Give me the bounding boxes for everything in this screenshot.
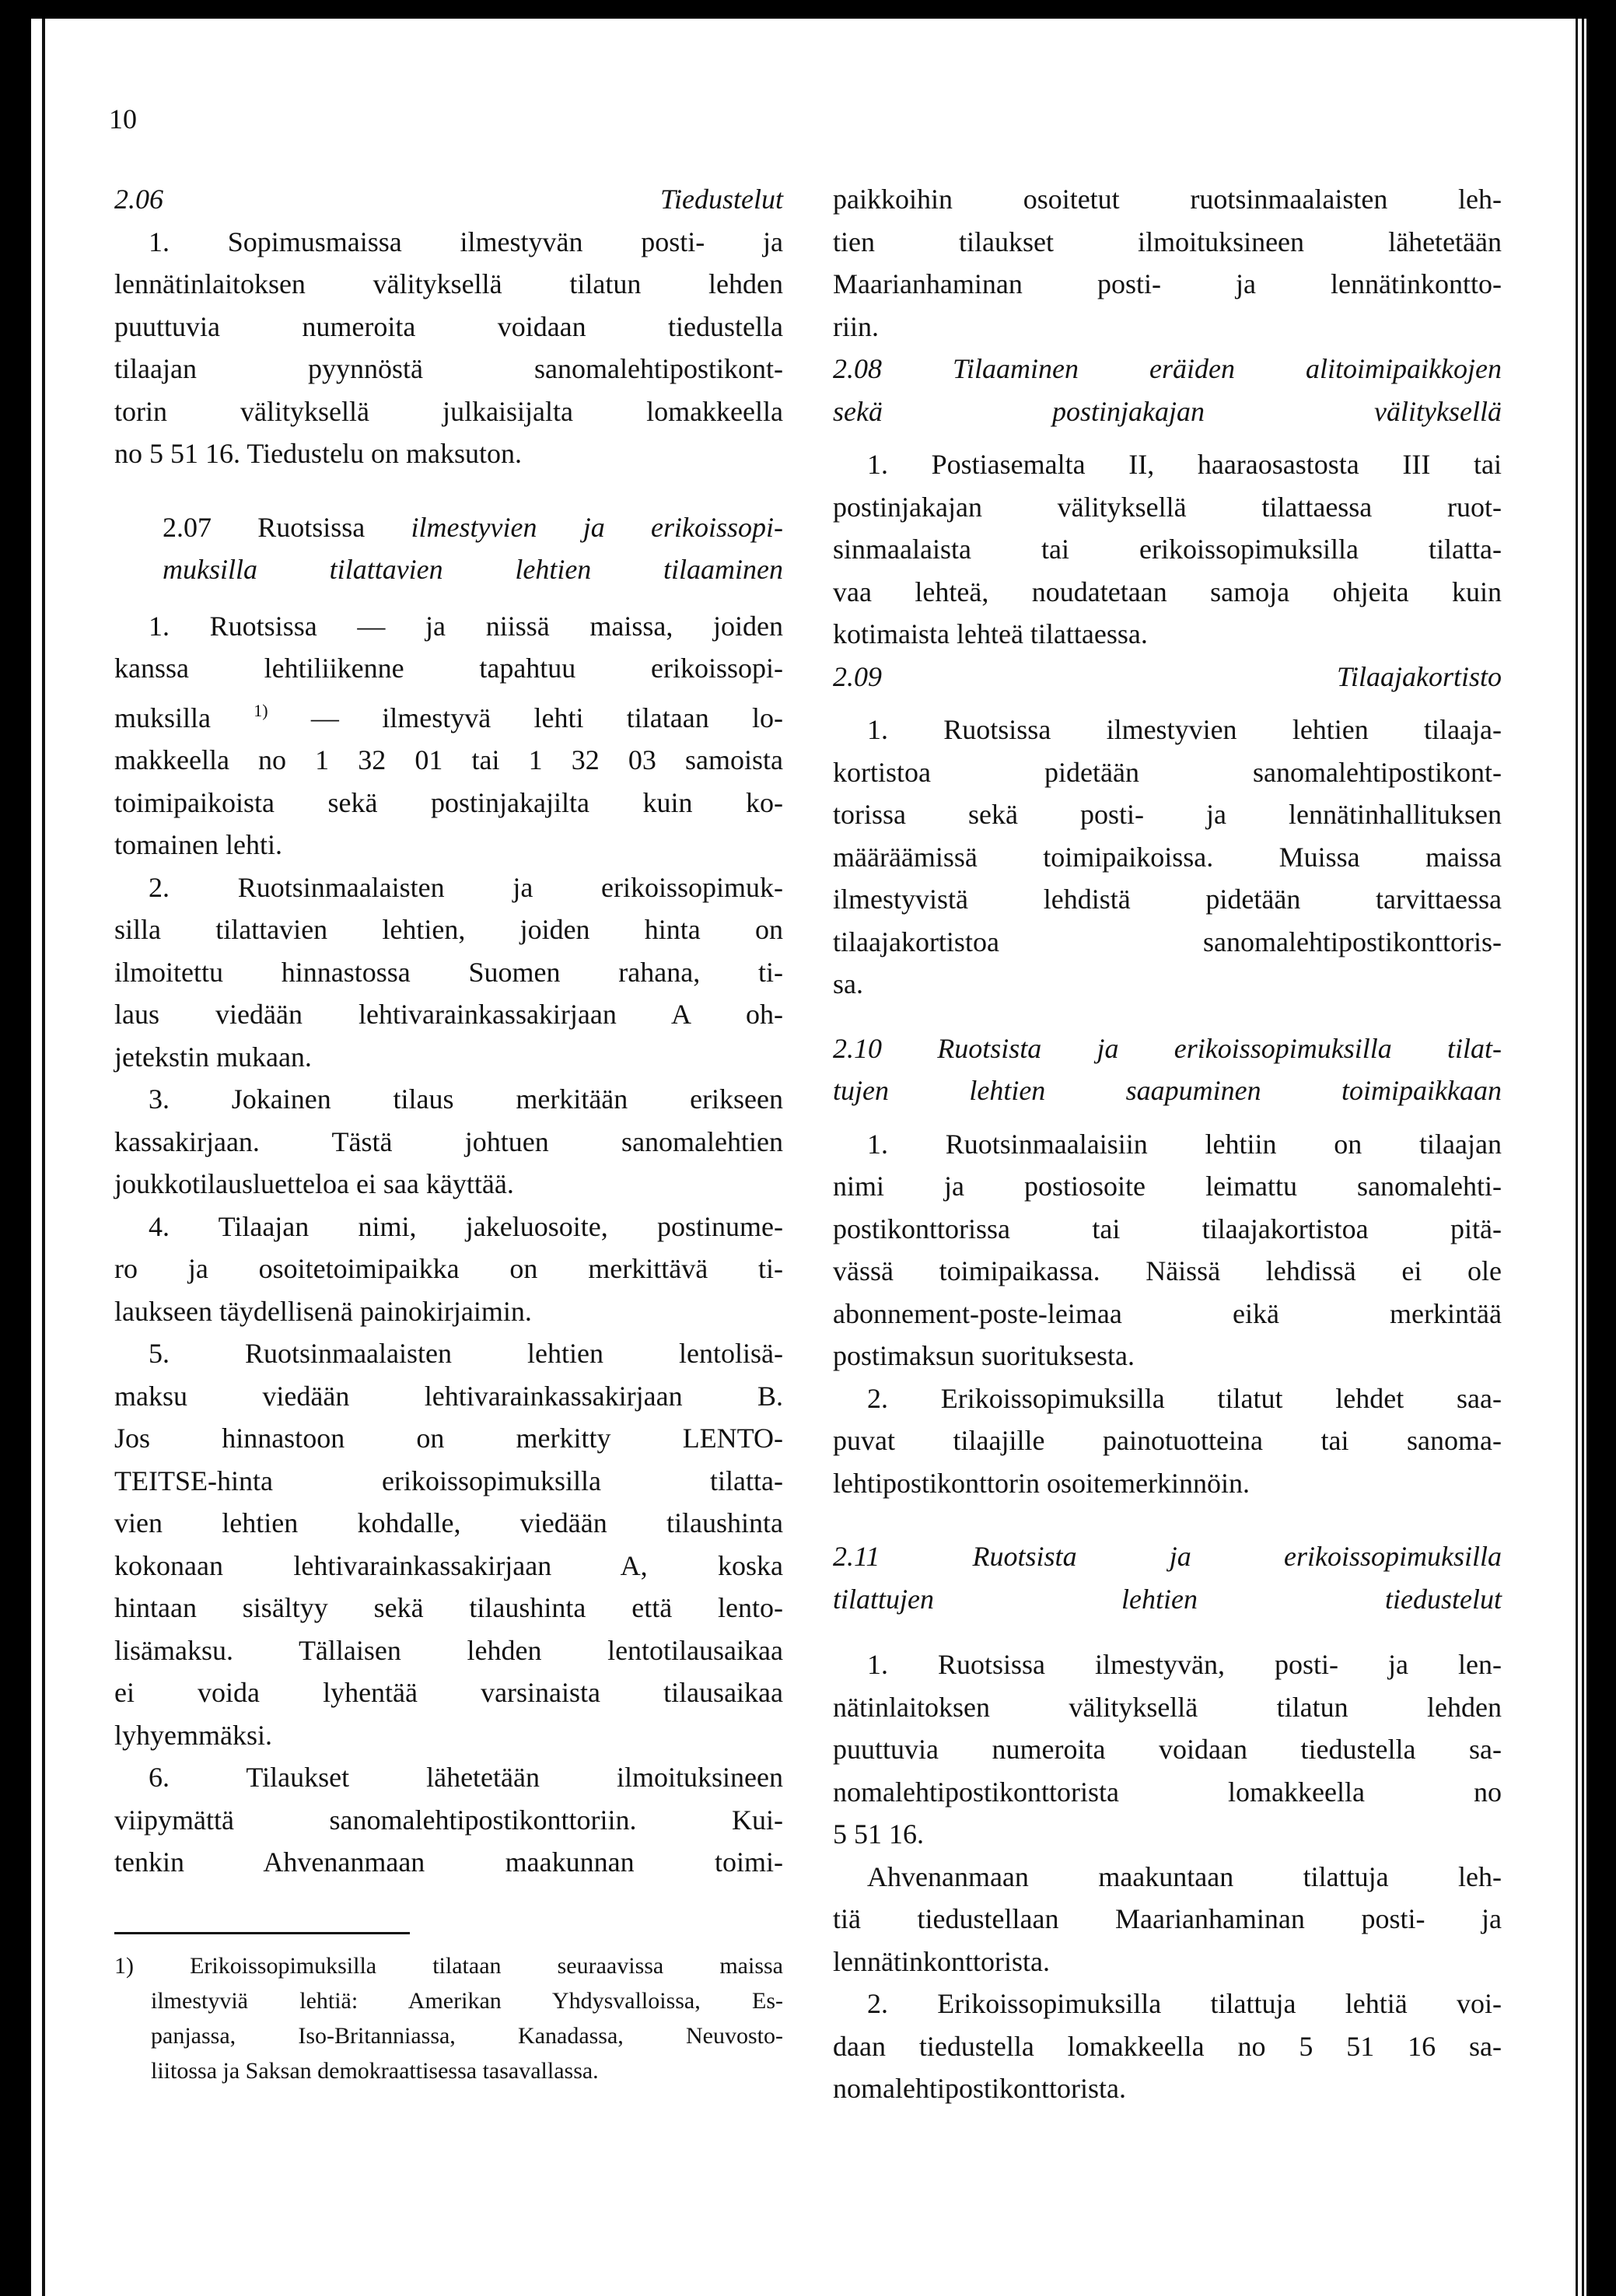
document-page xyxy=(31,19,1586,2296)
scan-edge-line-left xyxy=(42,19,45,2296)
heading-2-11: 2.11 Ruotsista ja erikoissopimuksilla tilattujen lehtien tiedustelut xyxy=(833,1541,1502,1615)
heading-2-09: 2.09 Tilaajakortisto xyxy=(833,660,1502,692)
paragraph-2-11-2: 2. Erikoissopimuksilla tilattuja lehtiä voi- daan tiedustella lomakkeella no 5 51 16 sa- nomalehtipostikonttorista. xyxy=(833,1988,1502,2104)
footnote: 1) Erikoissopimuksilla tilataan seuraavissa maissa ilmestyviä lehtiä: Amerikan Yhdysvalloissa, Es- panjassa, Iso-Britanniassa, Kanadassa, Neuvosto- liitossa ja Saksan demokraattisessa tasavallassa. xyxy=(114,1952,783,2084)
paragraph-2-10-2: 2. Erikoissopimuksilla tilatut lehdet saa- puvat tilaajille painotuotteina tai sanoma- lehtipostikonttorin osoitemerkinnöin. xyxy=(833,1382,1502,1499)
page-number: 10 xyxy=(109,103,137,135)
heading-2-06: 2.06 Tiedustelut xyxy=(114,184,783,215)
paragraph-2-11-1: 1. Ruotsissa ilmestyvän, posti- ja len- nätinlaitoksen välityksellä tilatun lehden puuttuvia numeroita voidaan tiedustella sa- nomalehtipostikonttorista lomakkeella no 5 51 16. xyxy=(833,1649,1502,1850)
paragraph-continued: paikkoihin osoitetut ruotsinmaalaisten leh- tien tilaukset ilmoituksineen lähetetään Maarianhaminan posti- ja lennätinkontto- riin. xyxy=(833,184,1502,342)
paragraph-2-10-1: 1. Ruotsinmaalaisiin lehtiin on tilaajan nimi ja postiosoite leimattu sanomalehti- postikonttorissa tai tilaajakortistoa pitä- vässä toimipaikassa. Näissä lehdissä ei ole abonnement-poste-leimaa eikä merkintää postimaksun suorituksesta. xyxy=(833,1128,1502,1371)
footnote-rule xyxy=(114,1932,410,1934)
paragraph-2-07-1: 1. Ruotsissa — ja niissä maissa, joiden kanssa lehtiliikenne tapahtuu erikoissopi- muksilla $^{1)}$ — ilmestyvä lehti tilataan lo- makkeella no 1 32 01 tai 1 32 03 samoista toimipaikoista sekä postinjakajilta kuin ko- tomainen lehti. xyxy=(114,610,783,860)
paragraph-2-08: 1. Postiasemalta II, haaraosastosta III tai postinjakajan välityksellä tilattaessa ruot- sinmaalaista tai erikoissopimuksilla tilatta- vaa lehteä, noudatetaan samoja ohjeita kuin kotimaista lehteä tilattaessa. xyxy=(833,449,1502,649)
scan-edge-line-right-1 xyxy=(1576,19,1578,2296)
paragraph-2-09: 1. Ruotsissa ilmestyvien lehtien tilaaja- kortistoa pidetään sanomalehtipostikont- torissa sekä posti- ja lennätinhallituksen määräämissä toimipaikoissa. Muissa maissa ilmestyvistä lehdistä pidetään tarvittaessa tilaajakortistoa sanomalehtipostikonttoris- sa. xyxy=(833,714,1502,999)
paragraph-2-07-2: 2. Ruotsinmaalaisten ja erikoissopimuk- silla tilattavien lehtien, joiden hinta on ilmoitettu hinnastossa Suomen rahana, ti- laus viedään lehtivarainkassakirjaan A oh- jetekstin mukaan. xyxy=(114,871,783,1073)
paragraph-2-07-3: 3. Jokainen tilaus merkitään erikseen kassakirjaan. Tästä johtuen sanomalehtien joukkotilausluetteloa ei saa käyttää. xyxy=(114,1083,783,1199)
heading-2-07: 2.07 Ruotsissa ilmestyvien ja erikoissopi- muksilla tilattavien lehtien tilaaminen xyxy=(163,511,783,585)
left-column xyxy=(114,178,783,2088)
paragraph-2-06: 1. Sopimusmaissa ilmestyvän posti- ja lennätinlaitoksen välityksellä tilatun lehden puuttuvia numeroita voidaan tiedustella tilaajan pyynnöstä sanomalehtipostikont- torin välityksellä julkaisijalta lomakkeella no 5 51 16. Tiedustelu on maksuton. xyxy=(114,226,783,469)
paragraph-2-07-6: 6. Tilaukset lähetetään ilmoituksineen viipymättä sanomalehtipostikonttoriin. Kui- tenkin Ahvenanmaan maakunnan toimi- xyxy=(114,1762,783,1878)
footnote-ref: 1) xyxy=(254,700,268,720)
heading-2-08: 2.08 Tilaaminen eräiden alitoimipaikkojen sekä postinjakajan välityksellä xyxy=(833,353,1502,427)
paragraph-2-07-5: 5. Ruotsinmaalaisten lehtien lentolisä- maksu viedään lehtivarainkassakirjaan B. Jos hinnastoon on merkitty LENTO- TEITSE-hinta erikoissopimuksilla tilatta- vien lehtien kohdalle, viedään tilaushinta kokonaan lehtivarainkassakirjaan A, koska hintaan sisältyy sekä tilaushinta että lento- lisämaksu. Tällaisen lehden lentotilausaikaa ei voida lyhentää varsinaista tilausaikaa lyhyemmäksi. xyxy=(114,1338,783,1751)
paragraph-2-11-ahvenanmaa: Ahvenanmaan maakuntaan tilattuja leh- tiä tiedustellaan Maarianhaminan posti- ja lennätinkonttorista. xyxy=(833,1860,1502,1977)
scan-edge-line-right-2 xyxy=(1582,19,1584,2296)
heading-2-10: 2.10 Ruotsista ja erikoissopimuksilla tilat- tujen lehtien saapuminen toimipaikkaan xyxy=(833,1032,1502,1106)
right-column xyxy=(833,178,1502,2110)
paragraph-2-07-4: 4. Tilaajan nimi, jakeluosoite, postinume- ro ja osoitetoimipaikka on merkittävä ti- laukseen täydellisenä painokirjaimin. xyxy=(114,1210,783,1327)
